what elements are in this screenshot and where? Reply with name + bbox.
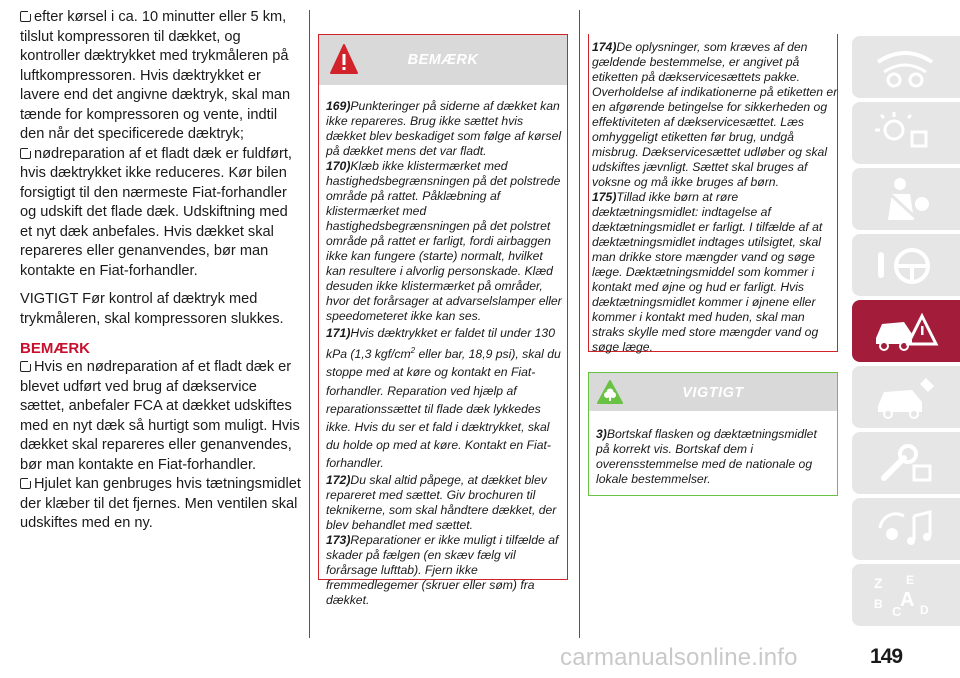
- chapter-tab-maintenance[interactable]: [852, 366, 960, 428]
- note-171: 171)Hvis dæktrykket er faldet til under 130 kPa (1,3 kgf/$cm^2$ eller bar, 18,9 psi), skal du stoppe med at køre og kontakt en Fiat-forhandler. Reparation ved hjælp af reparationssættet til flade dæk lykkedes ikke. Hvis du ser et fald i dæktrykket, skal du holde op med at køre. Kontakt en Fiat-forhandler.: [326, 326, 561, 471]
- svg-text:Z: Z: [874, 575, 883, 591]
- index-letters-icon: [870, 570, 940, 620]
- important-box: [588, 372, 838, 496]
- checkbox-bullet-icon: [20, 361, 31, 372]
- paragraph-4: Hvis en nødreparation af et fladt dæk er blevet udført ved brug af dækservice sættet, anbefaler FCA at dækket udskiftes med en nyt dæk så hurtigt som muligt. Hvis dækket skal repareres eller genanvendes, bør man kontakte en Fiat-forhandler.: [20, 359, 300, 473]
- important-box-title: VIGTIGT: [682, 385, 744, 401]
- chapter-tab-index[interactable]: [852, 564, 960, 626]
- steering-wheel-icon: [870, 240, 940, 290]
- svg-text:A: A: [900, 589, 915, 611]
- page-number: 149: [870, 645, 903, 668]
- column-divider: [309, 10, 310, 638]
- svg-text:B: B: [874, 597, 883, 611]
- warning-lights-icon: [870, 108, 940, 158]
- breakdown-car-icon: [870, 306, 940, 356]
- important-box-header: [589, 373, 837, 411]
- note-173: 173)Reparationer er ikke muligt i tilfælde af skader på fælgen (en skæv fælg vil forårsage lufttab). Fjern ikke fremmedlegemer (skruer eller søm) fra dækket.: [326, 532, 559, 607]
- notice-continuation-text: [592, 40, 838, 355]
- note-174: 174)De oplysninger, som kræves af den gældende bestemmelse, er angivet på etiketten på dækservicesættets pakke. Overholdelse af indikationerne på etiketten er en afgørende betingelse for sikkerheden og effektiviteten af dækservicesættet. Læs omhyggeligt etiketten før brug, undgå misbrug. Dækservicesættet udløber og skal udskiftes jævnligt. Sættet skal bruges af voksne og må ikke bruges af børn.: [592, 40, 838, 189]
- checkbox-bullet-icon: [20, 478, 31, 489]
- main-text-column: [20, 8, 302, 534]
- checkbox-bullet-icon: [20, 148, 31, 159]
- important-box-body: [596, 427, 832, 487]
- chapter-tab-emergency[interactable]: [852, 300, 960, 362]
- seatbelt-icon: [870, 174, 940, 224]
- notice-box-body: [326, 99, 562, 608]
- svg-text:C: C: [892, 604, 902, 619]
- chapter-tab-technical-data[interactable]: [852, 432, 960, 494]
- service-car-icon: [870, 372, 940, 422]
- note-175: 175)Tillad ikke børn at røre dæktætningsmidlet: indtagelse af dæktætningsmidlet er farligt. I tilfælde af at dæktætningsmidlet indtages utilsigtet, skal man drikke store mængder vand og søge læge. Dæktætningsmiddel som kommer i kontakt med øjne og hud er farligt. Hvis dæktætningsmidlet kommer i øjnene eller kommer i kontakt med huden, skal man straks skylle med store mængder vand og søge læge.: [592, 190, 823, 354]
- column-divider: [579, 10, 580, 638]
- watermark: carmanualsonline.info: [560, 644, 798, 671]
- notice-box-header: [319, 35, 567, 85]
- paragraph-5: Hjulet kan genbruges hvis tætningsmidlet der klæber til det fjernes. Men ventilen skal udskiftes med en ny.: [20, 476, 301, 531]
- notice-box-title: BEMÆRK: [407, 52, 479, 68]
- multimedia-icon: [870, 504, 940, 554]
- svg-text:D: D: [920, 603, 929, 617]
- checkbox-bullet-icon: [20, 11, 31, 22]
- note-3: 3)Bortskaf flasken og dæktætningsmidlet på korrekt vis. Bortskaf dem i overensstemmelse med de nationale og lokale bestemmelser.: [596, 427, 817, 486]
- chapter-tab-lights[interactable]: [852, 102, 960, 164]
- chapter-tab-starting[interactable]: [852, 234, 960, 296]
- paragraph-1: efter kørsel i ca. 10 minutter eller 5 km, tilslut kompressoren til dækket, og kontroller dæktrykket med trykmåleren på luftkompressoren. Hvis dæktrykket er lavere end det angivne dæktryk, skal man tænde for kompressoren og vente, indtil den når det specificerede dæktryk;: [20, 9, 291, 142]
- chapter-tab-multimedia[interactable]: [852, 498, 960, 560]
- section-heading: BEMÆRK: [20, 340, 90, 357]
- note-172: 172)Du skal altid påpege, at dækket blev repareret med sættet. Giv brochuren til teknikerne, som skal håndtere dækket, der blev behandlet med sættet.: [326, 472, 557, 532]
- wrench-tech-icon: [870, 438, 940, 488]
- note-170: 170)Klæb ikke klistermærket med hastighedsbegrænsningen på det polstrede område på rattet. Påklæbning af klistermærket med hastighedsbegrænsningen på det polstret område på rattet er farligt, fordi airbaggen ikke kan fungere (starte) normalt, hvilket kan resultere i alvorlig personskade. Klæd desuden ikke klistermærket på områder, hvor det forårsager at advarselslamper eller speedometeret ikke kan ses.: [326, 159, 562, 323]
- paragraph-2: nødreparation af et fladt dæk er fuldført, hvis dæktrykket ikke reduceres. Kør bilen forsigtigt til den nærmeste Fiat-forhandler og udskift det flade dæk. Udskiftning med et nyt dæk anbefales. Hvis dækket skal repareres eller genanvendes, bør man kontakte en Fiat-forhandler.: [20, 145, 292, 279]
- paragraph-3: VIGTIGT Før kontrol af dæktryk med trykmåleren, skal kompressoren slukkes.: [20, 291, 284, 327]
- chapter-tab-safety[interactable]: [852, 168, 960, 230]
- notice-box: [318, 34, 568, 607]
- note-169: 169)Punkteringer på siderne af dækket kan ikke repareres. Brug ikke sættet hvis dækket blev beskadiget som følge af kørsel på dækket mens det var fladt.: [326, 99, 562, 158]
- dashboard-icon: [870, 42, 940, 92]
- svg-text:E: E: [906, 573, 915, 587]
- chapter-tab-dashboard[interactable]: [852, 36, 960, 98]
